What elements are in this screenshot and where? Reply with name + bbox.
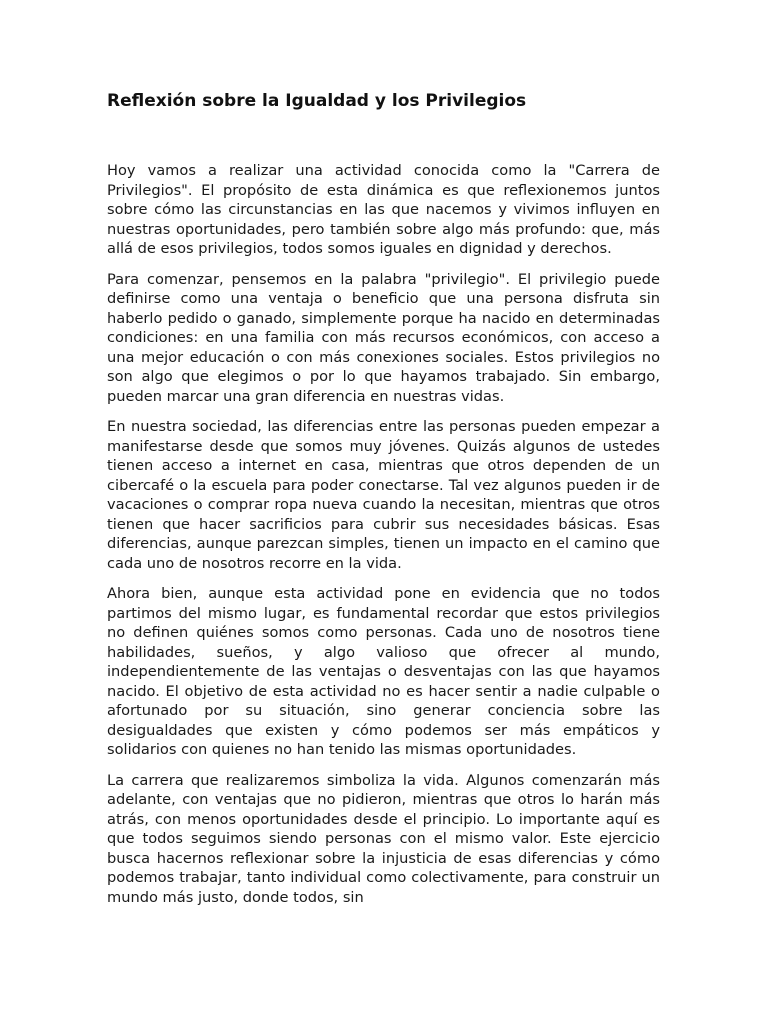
paragraph-1: Hoy vamos a realizar una actividad conocida como la "Carrera de Privilegios". El propósito de esta dinámica es que reflexionemos juntos sobre cómo las circunstancias en las que nacemos y vivimos influyen en nuestras oportunidades, pero también sobre algo más profundo: que, más allá de esos privilegios, todos somos iguales en dignidad y derechos.	[107, 162, 660, 257]
paragraph-4: Ahora bien, aunque esta actividad pone en evidencia que no todos partimos del mismo lugar, es fundamental recordar que estos privilegios no definen quiénes somos como personas. Cada uno de nosotros tiene habilidades, sueños, y algo valioso que ofrecer al mundo, independientemente de las ventajas o desventajas con las que hayamos nacido. El objetivo de esta actividad no es hacer sentir a nadie culpable o afortunado por su situación, sino generar conciencia sobre las desigualdades que existen y cómo podemos ser más empáticos y solidarios con quienes no han tenido las mismas oportunidades.	[107, 585, 660, 758]
paragraph-3: En nuestra sociedad, las diferencias entre las personas pueden empezar a manifestarse desde que somos muy jóvenes. Quizás algunos de ustedes tienen acceso a internet en casa, mientras que otros dependen de un cibercafé o la escuela para poder conectarse. Tal vez algunos pueden ir de vacaciones o comprar ropa nueva cuando la necesitan, mientras que otros tienen que hacer sacrificios para cubrir sus necesidades básicas. Esas diferencias, aunque parezcan simples, tienen un impacto en el camino que cada uno de nosotros recorre en la vida.	[107, 418, 660, 572]
document-body	[107, 161, 660, 991]
paragraph-5: La carrera que realizaremos simboliza la vida. Algunos comenzarán más adelante, con ventajas que no pidieron, mientras que otros lo harán más atrás, con menos oportunidades desde el principio. Lo importante aquí es que todos seguimos siendo personas con el mismo valor. Este ejercicio busca hacernos reflexionar sobre la injusticia de esas diferencias y cómo podemos trabajar, tanto individual como colectivamente, para construir un mundo más justo, donde todos, sin	[107, 771, 660, 906]
document-page	[107, 90, 660, 991]
document-title: Reflexión sobre la Igualdad y los Privilegios	[107, 91, 527, 111]
paragraph-2: Para comenzar, pensemos en la palabra "privilegio". El privilegio puede definirse como una ventaja o beneficio que una persona disfruta sin haberlo pedido o ganado, simplemente porque ha nacido en determinadas condiciones: en una familia con más recursos económicos, con acceso a una mejor educación o con más conexiones sociales. Estos privilegios no son algo que elegimos o por lo que hayamos trabajado. Sin embargo, pueden marcar una gran diferencia en nuestras vidas.	[107, 270, 660, 405]
